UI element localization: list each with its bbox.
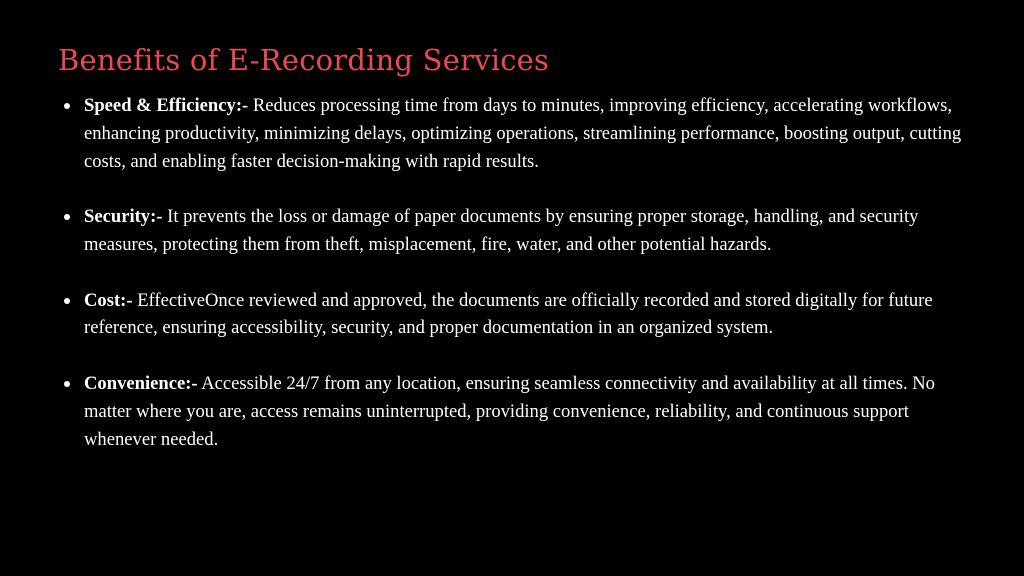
item-text: EffectiveOnce reviewed and approved, the documents are officially recorded and stored digitally for future reference, ensuring accessibility, security, and proper documentation in an organized system. — [84, 289, 933, 339]
item-text: Accessible 24/7 from any location, ensuring seamless connectivity and availability at all times. No matter where you are, access remains uninterrupted, providing convenience, reliability, and continuous support whenever needed. — [84, 372, 935, 450]
benefits-list — [64, 92, 976, 481]
bullet-icon — [64, 381, 70, 387]
item-text: It prevents the loss or damage of paper documents by ensuring proper storage, handling, and security measures, protecting them from theft, misplacement, fire, water, and other potential hazards. — [84, 206, 919, 255]
item-label: Convenience:- — [84, 372, 198, 394]
bullet-icon — [64, 298, 70, 304]
list-item-security — [64, 203, 976, 259]
list-item-convenience — [64, 370, 976, 453]
slide-title: Benefits of E-Recording Services — [58, 43, 550, 77]
bullet-icon — [64, 103, 70, 109]
list-item-speed-efficiency — [64, 92, 976, 175]
item-label: Cost:- — [84, 289, 133, 311]
list-item-cost — [64, 287, 976, 343]
bullet-icon — [64, 214, 70, 220]
item-text: Reduces processing time from days to minutes, improving efficiency, accelerating workflows, enhancing productivity, minimizing delays, optimizing operations, streamlining performance, boosting output, cutting costs, and enabling faster decision-making with rapid results. — [84, 95, 962, 172]
item-label: Security:- — [84, 206, 163, 228]
item-label: Speed & Efficiency:- — [84, 95, 249, 116]
